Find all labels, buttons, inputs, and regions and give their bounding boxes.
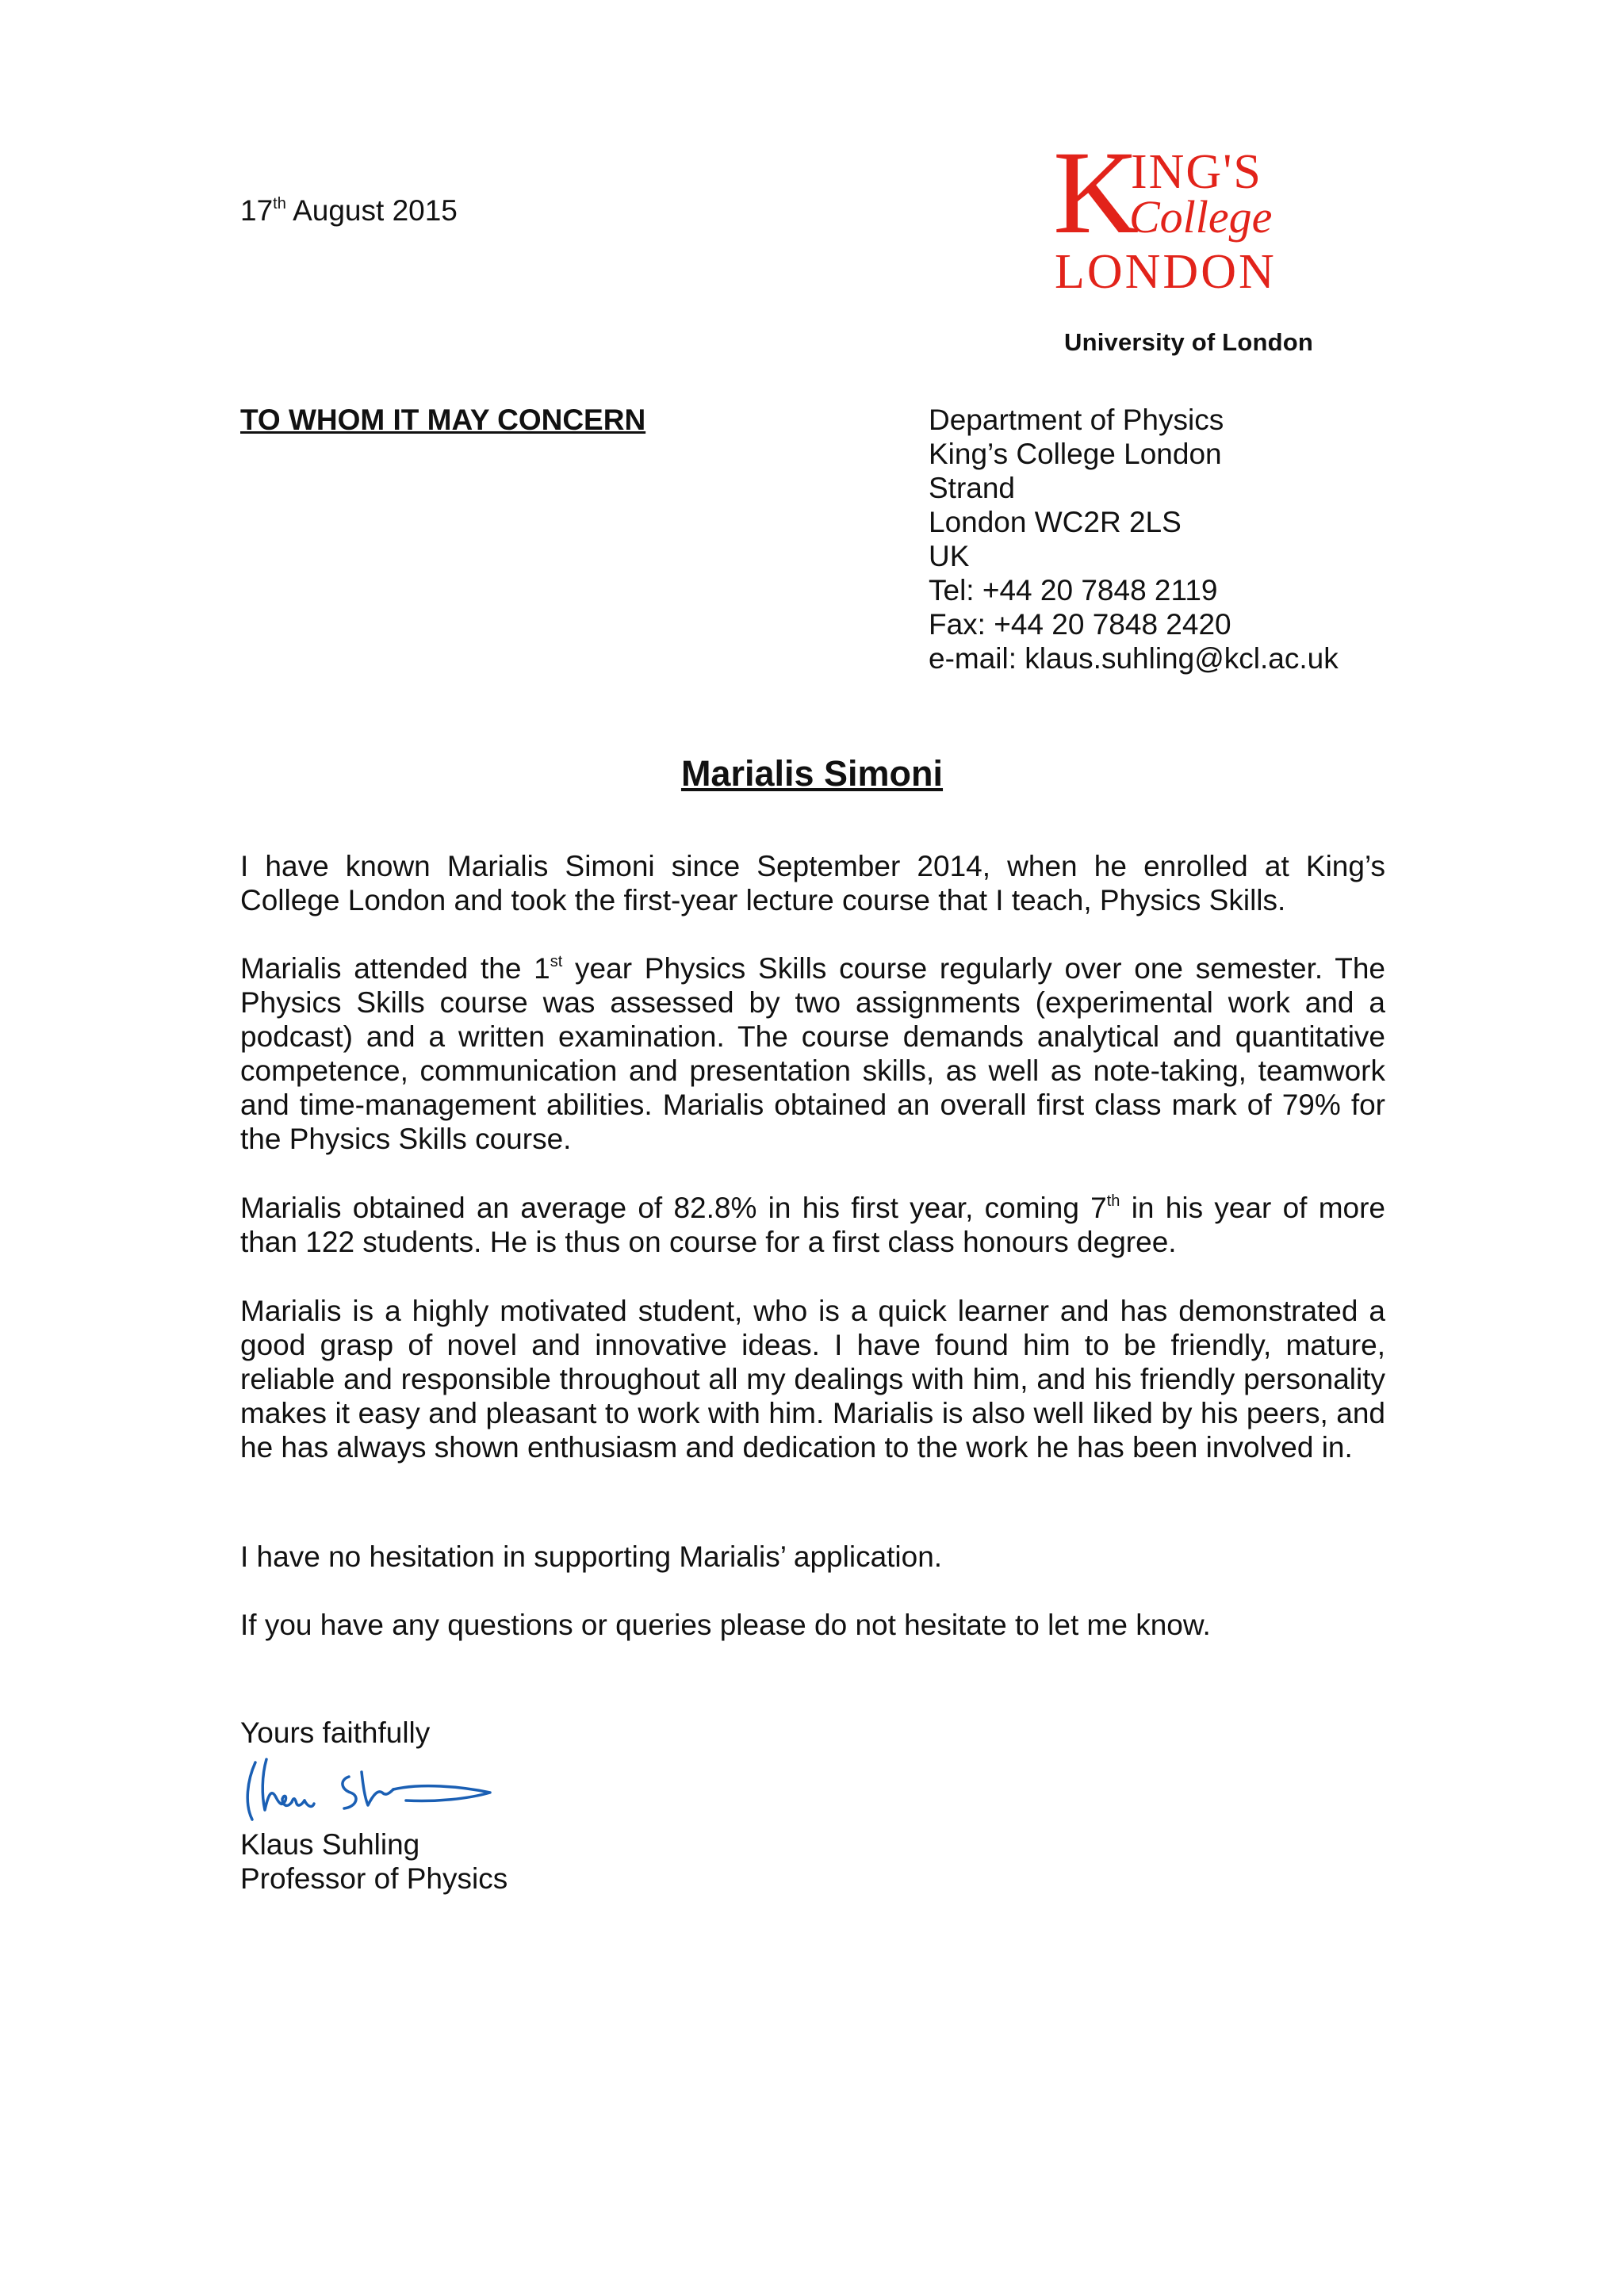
address-department: Department of Physics — [929, 404, 1224, 436]
signer-name: Klaus Suhling — [240, 1828, 420, 1861]
signer-block — [240, 1827, 508, 1896]
university-of-london-label: University of London — [1064, 328, 1313, 356]
paragraph-1: I have known Marialis Simoni since September 2014, when he enrolled at King’s College London and took the first-year lecture course that I teach, Physics Skills. — [240, 850, 1385, 916]
paragraph-2: Marialis attended the 1st year Physics Skills course regularly over one semester. The Physics Skills course was assessed by two assignments (experimental work and a podcast) and a written examination. The course demands analytical and quantitative competence, communication and presentation skills, as well as note-taking, teamwork and time-management abilities. Marialis obtained an overall first class mark of 79% for the Physics Skills course. — [240, 952, 1385, 1155]
letter-subject: Marialis Simoni — [680, 753, 944, 794]
closing-phrase: Yours faithfully — [240, 1716, 431, 1749]
logo-london-text: LONDON — [1055, 245, 1277, 293]
sender-address — [929, 403, 1339, 675]
address-fax: Fax: +44 20 7848 2420 — [929, 608, 1231, 641]
paragraph-5: I have no hesitation in supporting Marialis’ application. — [240, 1540, 943, 1573]
paragraph-3: Marialis obtained an average of 82.8% in his first year, coming 7th in his year of more than 122 students. He is thus on course for a first class honours degree. — [240, 1192, 1385, 1258]
salutation-heading: TO WHOM IT MAY CONCERN — [240, 404, 646, 436]
address-city-postcode: London WC2R 2LS — [929, 506, 1182, 538]
logo-k-letter: K — [1053, 139, 1139, 258]
kcl-logo-graphic — [1053, 139, 1323, 293]
signer-title: Professor of Physics — [240, 1862, 508, 1895]
kings-college-london-logo — [1053, 139, 1323, 293]
logo-ings-text: ING'S — [1131, 145, 1262, 199]
address-email: e-mail: klaus.suhling@kcl.ac.uk — [929, 642, 1339, 675]
address-country: UK — [929, 540, 970, 572]
handwritten-signature — [238, 1748, 523, 1835]
paragraph-6: If you have any questions or queries please do not hesitate to let me know. — [240, 1609, 1211, 1641]
address-telephone: Tel: +44 20 7848 2119 — [929, 574, 1218, 607]
address-institution: King’s College London — [929, 438, 1222, 470]
letter-date: 17th August 2015 — [240, 194, 458, 227]
paragraph-4: Marialis is a highly motivated student, who is a quick learner and has demonstrated a good grasp of novel and innovative ideas. I have found him to be friendly, mature, reliable and responsible throughout all my dealings with him, and his friendly personality makes it easy and pleasant to work with him. Marialis is also well liked by his peers, and he has always shown enthusiasm and dedication to the work he has been involved in. — [240, 1295, 1385, 1464]
address-street: Strand — [929, 472, 1016, 504]
logo-college-text: College — [1129, 191, 1273, 243]
